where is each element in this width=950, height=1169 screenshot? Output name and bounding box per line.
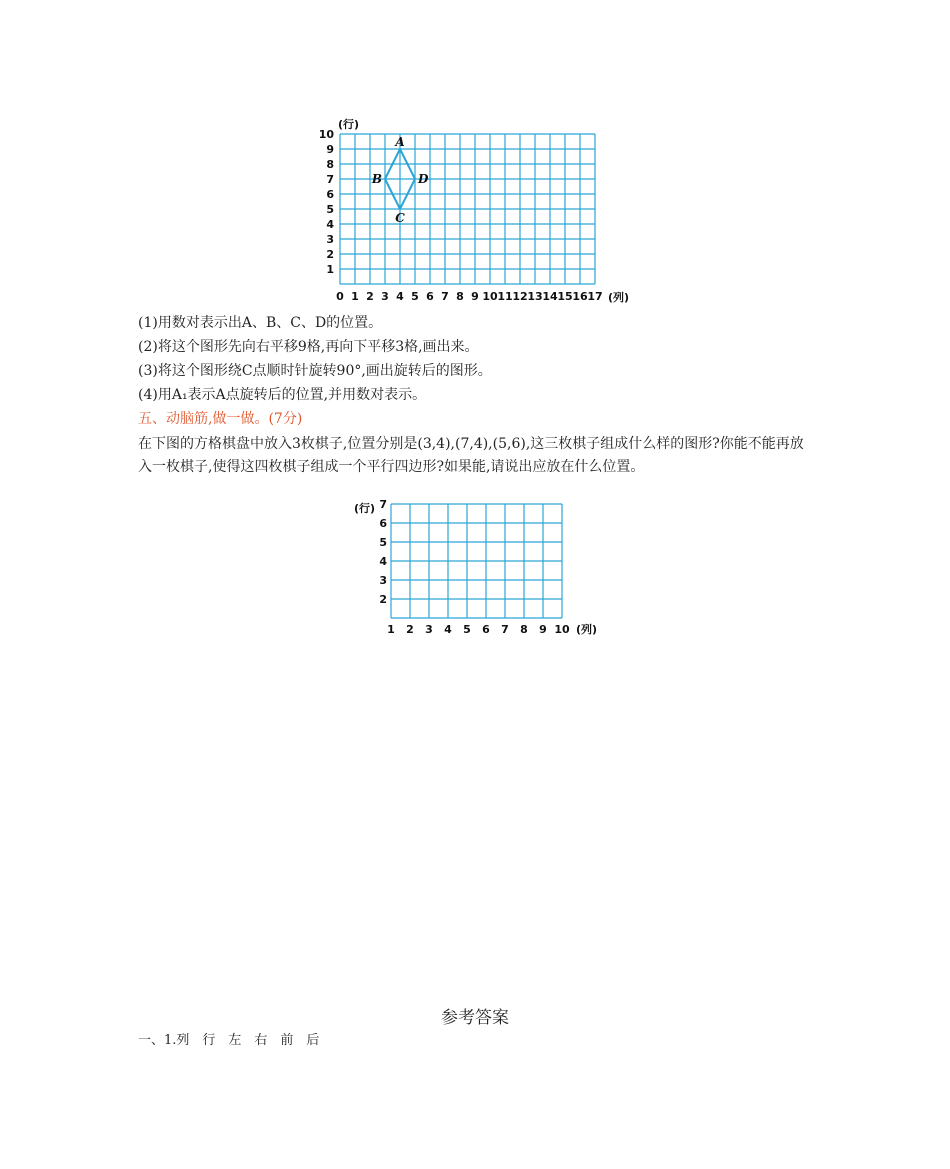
question-3: (3)将这个图形绕C点顺时针旋转90°,画出旋转后的图形。 [138,363,492,379]
fig1-y-tick: 6 [326,188,334,201]
fig2-row-unit: (行) [354,502,376,515]
fig2-x-tick: 5 [463,623,471,636]
question-2: (2)将这个图形先向右平移9格,再向下平移3格,画出来。 [138,339,479,355]
question-4: (4)用A₁表示A点旋转后的位置,并用数对表示。 [138,387,427,403]
point-label-d: D [418,172,429,186]
fig2-x-tick: 1 [387,623,395,636]
fig1-x-tick: 8 [456,290,464,303]
fig2-x-tick: 8 [520,623,528,636]
fig2-x-tick: 7 [501,623,509,636]
fig1-x-tick: 7 [441,290,449,303]
fig2-x-tick: 9 [539,623,547,636]
fig1-y-tick: 1 [326,263,334,276]
fig2-col-unit: (列) [576,623,598,636]
fig2-x-tick: 10 [554,623,570,636]
fig1-row-unit: (行) [338,118,360,131]
point-label-c: C [395,211,405,225]
fig1-y-tick: 8 [326,158,334,171]
fig1-x-tick: 1 [351,290,359,303]
fig1-x-tick: 15 [557,290,573,303]
fig1-y-tick: 4 [326,218,334,231]
fig2-y-tick: 3 [379,574,387,587]
fig2-y-tick: 4 [379,555,387,568]
fig1-x-tick: 9 [471,290,479,303]
fig1-x-tick: 3 [381,290,389,303]
answers-title: 参考答案 [441,1008,509,1028]
figure1-grid [300,112,640,308]
fig1-x-tick: 17 [587,290,603,303]
fig1-x-tick: 2 [366,290,374,303]
fig1-y-tick: 3 [326,233,334,246]
fig1-x-tick: 14 [542,290,558,303]
fig1-x-tick: 12 [512,290,528,303]
point-label-b: B [371,172,382,186]
fig1-y-tick: 9 [326,143,334,156]
fig1-y-tick: 10 [318,128,334,141]
fig1-x-tick: 6 [426,290,434,303]
fig2-x-tick: 6 [482,623,490,636]
fig1-x-tick: 4 [396,290,404,303]
figure2-grid [340,496,610,642]
fig2-y-tick: 2 [379,593,387,606]
fig2-x-tick: 4 [444,623,452,636]
fig2-x-tick: 3 [425,623,433,636]
fig2-y-tick: 7 [379,498,387,511]
question-1: (1)用数对表示出A、B、C、D的位置。 [138,315,383,331]
point-label-a: A [395,135,405,149]
fig2-x-tick: 2 [406,623,414,636]
fig1-y-tick: 2 [326,248,334,261]
fig2-y-tick: 5 [379,536,387,549]
fig1-y-tick: 5 [326,203,334,216]
fig1-x-tick: 5 [411,290,419,303]
fig1-y-tick: 7 [326,173,334,186]
fig1-x-tick: 16 [572,290,588,303]
answers-line-1: 一、1.列 行 左 右 前 后 [138,1033,320,1048]
fig1-x-tick: 13 [527,290,543,303]
fig1-x-tick: 0 [336,290,344,303]
section5-body: 在下图的方格棋盘中放入3枚棋子,位置分别是(3,4),(7,4),(5,6),这三枚棋子组成什么样的图形?你能不能再放入一枚棋子,使得这四枚棋子组成一个平行四边形?如果能,请说出应放在什么位置。 [138,436,804,475]
fig1-x-tick: 10 [482,290,498,303]
fig2-y-tick: 6 [379,517,387,530]
section5-title: 五、动脑筋,做一做。(7分) [138,411,303,427]
fig1-col-unit: (列) [608,291,630,304]
fig1-x-tick: 11 [497,290,513,303]
